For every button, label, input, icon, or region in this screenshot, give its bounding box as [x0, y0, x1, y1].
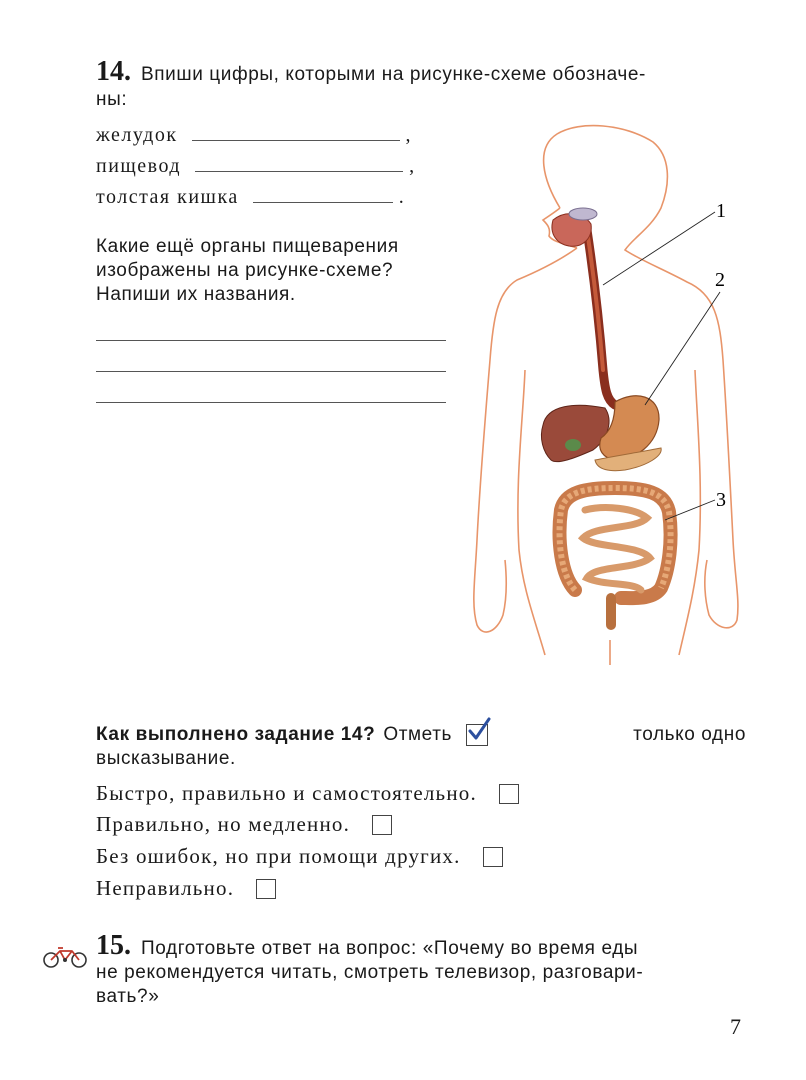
option-checkbox[interactable] — [499, 784, 519, 804]
nasal-cavity — [569, 208, 597, 220]
self-check-instruction: Отметь — [383, 724, 452, 745]
question-line: Напиши их названия. — [96, 284, 296, 305]
question-line: Какие ещё органы пищеварения — [96, 236, 399, 257]
digestive-system-diagram — [465, 120, 755, 665]
task-15-heading — [96, 930, 746, 962]
liver — [541, 405, 609, 461]
leader-line-2 — [645, 292, 720, 405]
task-15-number: 15. — [96, 930, 131, 961]
self-check-instruction-end: только одно — [633, 724, 746, 745]
option-row[interactable] — [96, 781, 519, 806]
gallbladder — [565, 439, 581, 451]
self-check-question: Как выполнено задание 14? — [96, 724, 376, 745]
self-check-line2: высказывание. — [96, 748, 236, 769]
label-3: 3 — [716, 489, 726, 511]
option-checkbox[interactable] — [256, 879, 276, 899]
option-checkbox[interactable] — [372, 815, 392, 835]
answer-line[interactable] — [96, 371, 446, 372]
label-1: 1 — [716, 200, 726, 222]
check-mark-icon — [466, 724, 488, 746]
fill-label: толстая кишка — [96, 186, 239, 208]
page-number: 7 — [730, 1014, 741, 1039]
option-label: Неправильно. — [96, 876, 235, 900]
fill-row-esophagus — [96, 155, 416, 178]
task-15-text-line2: не рекомендуется читать, смотреть телевизор, разговари- — [96, 962, 644, 983]
task-14-number: 14. — [96, 56, 131, 87]
fill-row-stomach — [96, 124, 412, 147]
option-label: Правильно, но медленно. — [96, 812, 351, 836]
label-2: 2 — [715, 269, 725, 291]
bicycle-icon — [42, 943, 88, 969]
answer-blank[interactable] — [253, 201, 393, 203]
small-intestine — [583, 508, 650, 590]
punctuation: , — [409, 155, 416, 177]
answer-line[interactable] — [96, 340, 446, 341]
fill-label: пищевод — [96, 155, 182, 177]
option-checkbox[interactable] — [483, 847, 503, 867]
option-label: Быстро, правильно и самостоятельно. — [96, 781, 477, 805]
punctuation: , — [405, 124, 413, 146]
task-14-text-line2: ны: — [96, 89, 128, 110]
answer-blank[interactable] — [192, 139, 400, 141]
option-row[interactable] — [96, 876, 276, 901]
fill-label: желудок — [96, 124, 178, 146]
task-15-text-line1: Подготовьте ответ на вопрос: «Почему во время еды — [141, 938, 639, 959]
punctuation: . — [398, 186, 406, 208]
task-14-heading — [96, 56, 746, 88]
answer-line[interactable] — [96, 402, 446, 403]
answer-blank[interactable] — [195, 170, 403, 172]
option-label: Без ошибок, но при помощи других. — [96, 844, 461, 868]
option-row[interactable] — [96, 812, 392, 837]
self-check-line1 — [96, 724, 746, 746]
task-15-text-line3: вать?» — [96, 986, 160, 1007]
fill-row-large-intestine — [96, 186, 405, 209]
option-row[interactable] — [96, 844, 503, 869]
leader-line-1 — [603, 212, 715, 285]
question-line: изображены на рисунке-схеме? — [96, 260, 394, 281]
task-14-text-line1: Впиши цифры, которыми на рисунке-схеме обозначе- — [141, 64, 646, 85]
